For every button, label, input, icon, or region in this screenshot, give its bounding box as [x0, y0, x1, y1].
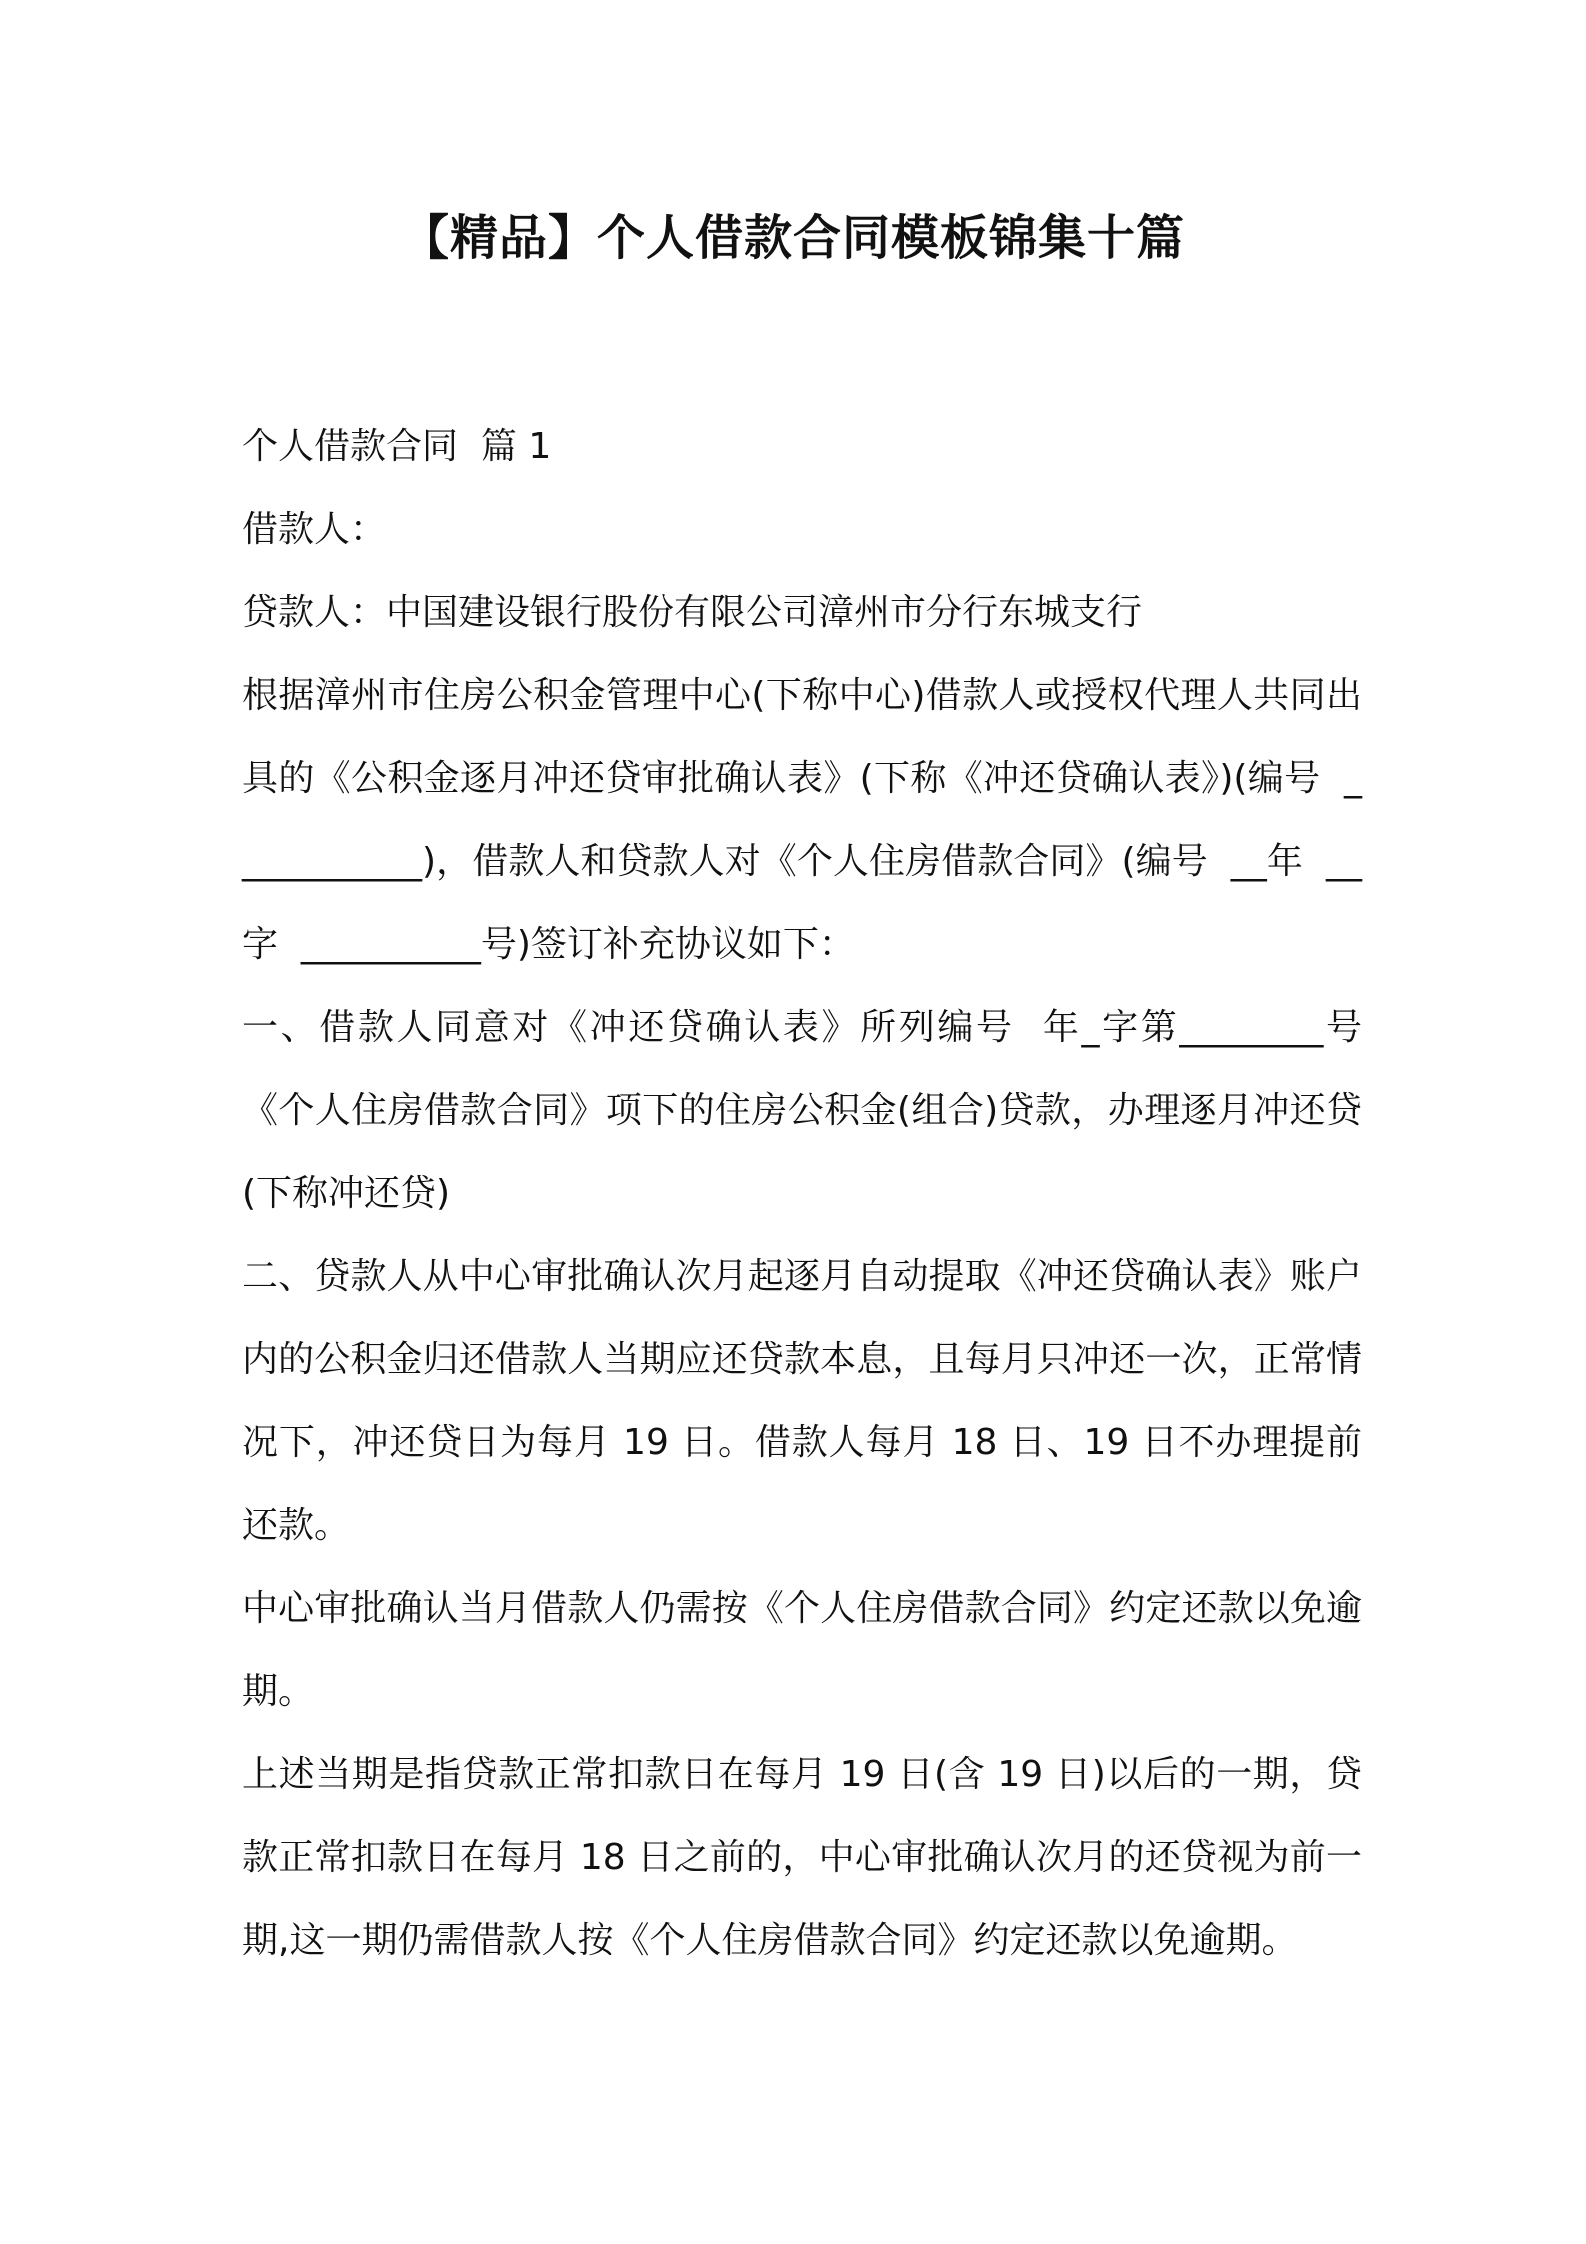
period-definition-paragraph: 上述当期是指贷款正常扣款日在每月 19 日(含 19 日)以后的一期，贷款正常扣款日在每月 18 日之前的，中心审批确认次月的还贷视为前一期,这一期仍需借款人按《个人住房借款合同》约定还款以免逾期。 [242, 1754, 1362, 1961]
section-heading: 个人借款合同 篇 1 [242, 426, 552, 467]
lender-line: 贷款人：中国建设银行股份有限公司漳州市分行东城支行 [242, 592, 1143, 633]
document-title: 【精品】个人借款合同模板锦集十篇 [400, 210, 1185, 266]
clause-two-paragraph: 二、贷款人从中心审批确认次月起逐月自动提取《冲还贷确认表》账户内的公积金归还借款人当期应还贷款本息，且每月只冲还一次，正常情况下，冲还贷日为每月 19 日。借款人每月 18 日、19 日不办理提前还款。 [242, 1256, 1362, 1546]
document-body [242, 405, 1362, 1982]
borrower-line: 借款人： [242, 509, 387, 550]
clause-one-paragraph: 一、借款人同意对《冲还贷确认表》所列编号 年_字第________号《个人住房借款合同》项下的住房公积金(组合)贷款，办理逐月冲还贷(下称冲还贷) [242, 1007, 1362, 1214]
approval-note-paragraph: 中心审批确认当月借款人仍需按《个人住房借款合同》约定还款以免逾期。 [242, 1588, 1362, 1712]
preamble-paragraph: 根据漳州市住房公积金管理中心(下称中心)借款人或授权代理人共同出具的《公积金逐月冲还贷审批确认表》(下称《冲还贷确认表》)(编号 ___________)，借款人和贷款人对《个人住房借款合同》(编号 __年 __字 __________号)签订补充协议如下： [242, 675, 1362, 965]
